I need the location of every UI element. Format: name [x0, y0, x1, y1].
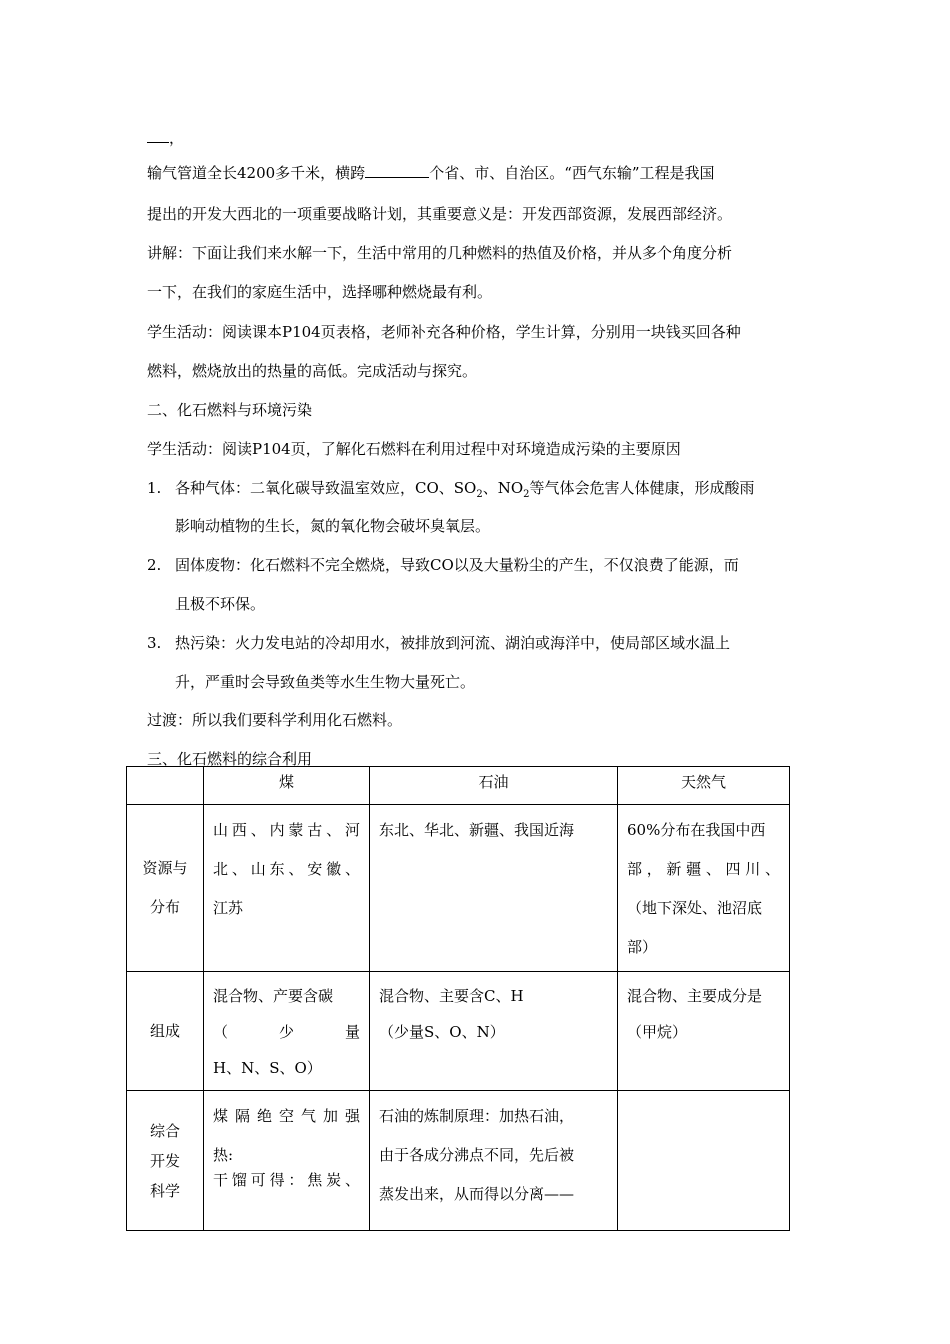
table-header-row — [127, 767, 790, 805]
fill-blank — [147, 128, 169, 143]
section-heading: 三、化石燃料的综合利用 — [147, 750, 313, 768]
table-cell: 东北、华北、新疆、我国近海 — [370, 805, 618, 972]
list-item-continuation: 影响动植物的生长，氮的氧化物会破坏臭氧层。 — [175, 517, 491, 535]
table-cell-empty — [618, 1091, 790, 1231]
list-item: 3. 热污染：火力发电站的冷却用水，被排放到河流、湖泊或海洋中，使局部区域水温上 — [147, 634, 731, 652]
list-item: 1. 各种气体：二氧化碳导致温室效应，CO、$SO_2$、$NO_2$等气体会危害人体健康，形成酸雨 — [147, 479, 755, 500]
table-header-cell — [127, 767, 204, 805]
fill-blank — [365, 163, 429, 178]
table-cell: 混合物、主要成分是 （甲烷） — [618, 972, 790, 1091]
list-item-continuation: 且极不环保。 — [175, 595, 266, 613]
row-header-cell: 综合 开发 科学 — [127, 1091, 204, 1231]
table-cell: 煤隔绝空气加强 热: 干馏可得：焦炭、 — [204, 1091, 370, 1231]
table-cell: 混合物、产要含碳 （ 少 量 H、N、S、O） — [204, 972, 370, 1091]
table-cell: 60%分布在我国中西 部，新疆、四川、 （地下深处、池沼底 部） — [618, 805, 790, 972]
table-header-cell: 石油 — [370, 767, 618, 805]
table-cell: 山西、内蒙古、河 北、山东、安徽、 江苏 — [204, 805, 370, 972]
table-row — [127, 805, 790, 972]
table-cell: 混合物、主要含C、H （少量S、O、N） — [370, 972, 618, 1091]
table-row — [127, 1091, 790, 1231]
row-header-cell: 资源与 分布 — [127, 805, 204, 972]
table-cell: 石油的炼制原理：加热石油， 由于各成分沸点不同，先后被 蒸发出来，从而得以分离—— — [370, 1091, 618, 1231]
table-header-cell: 天然气 — [618, 767, 790, 805]
text-line: ， — [147, 128, 184, 148]
text-line: 学生活动：阅读P104页，了解化石燃料在利用过程中对环境造成污染的主要原因 — [147, 440, 681, 458]
text-line: 讲解：下面让我们来水解一下，生活中常用的几种燃料的热值及价格，并从多个角度分析 — [147, 244, 733, 262]
text-line: 输气管道全长4200多千米，横跨 个省、市、自治区。“西气东输”工程是我国 — [147, 164, 715, 182]
section-heading: 二、化石燃料与环境污染 — [147, 401, 313, 419]
text-line: 提出的开发大西北的一项重要战略计划，其重要意义是：开发西部资源，发展西部经济。 — [147, 205, 733, 223]
text-line: 学生活动：阅读课本P104页表格，老师补充各种价格，学生计算，分别用一块钱买回各种 — [147, 323, 741, 341]
table-header-cell: 煤 — [204, 767, 370, 805]
list-item: 2. 固体废物：化石燃料不完全燃烧，导致CO以及大量粉尘的产生，不仅浪费了能源，而 — [147, 556, 739, 574]
list-item-continuation: 升，严重时会导致鱼类等水生生物大量死亡。 — [175, 673, 476, 691]
table-row — [127, 972, 790, 1091]
row-header-cell: 组成 — [127, 972, 204, 1091]
text-line: 过渡：所以我们要科学利用化石燃料。 — [147, 711, 403, 729]
text-line: 一下，在我们的家庭生活中，选择哪种燃烧最有利。 — [147, 283, 493, 301]
text-line: 燃料，燃烧放出的热量的高低。完成活动与探究。 — [147, 362, 478, 380]
fossil-fuel-table — [126, 766, 790, 1231]
